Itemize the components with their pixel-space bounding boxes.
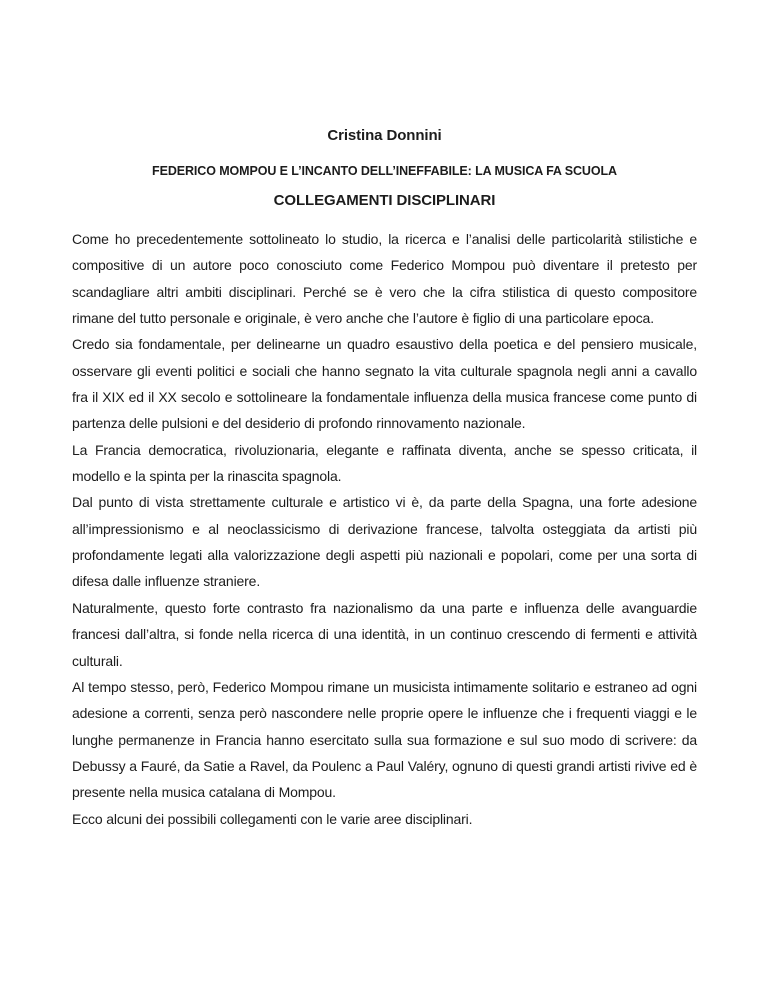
document-title: FEDERICO MOMPOU E L’INCANTO DELL’INEFFABILE: LA MUSICA FA SCUOLA (152, 164, 617, 178)
document-subtitle: COLLEGAMENTI DISCIPLINARI (273, 192, 496, 209)
document-body (72, 226, 697, 832)
paragraph: Dal punto di vista strettamente culturale e artistico vi è, da parte della Spagna, una forte adesione all’impressionismo e al neoclassicismo di derivazione francese, talvolta osteggiata da artisti più profondamente legati alla valorizzazione degli aspetti più nazionali e popolari, come per una sorta di difesa dalle influenze straniere. (72, 494, 697, 590)
author-name: Cristina Donnini (327, 127, 442, 144)
paragraph: Naturalmente, questo forte contrasto fra nazionalismo da una parte e influenza delle avanguardie francesi dall’altra, si fonde nella ricerca di una identità, in un continuo crescendo di fermenti e attività culturali. (72, 599, 697, 669)
paragraph: Ecco alcuni dei possibili collegamenti con le varie aree disciplinari. (72, 810, 473, 827)
paragraph: Al tempo stesso, però, Federico Mompou rimane un musicista intimamente solitario e estraneo ad ogni adesione a correnti, senza però nascondere nelle proprie opere le influenze che i frequenti viaggi e le lunghe permanenze in Francia hanno esercitato sulla sua formazione e sul suo modo di scrivere: da Debussy a Fauré, da Satie a Ravel, da Poulenc a Paul Valéry, ognuno di questi grandi artisti rivive ed è presente nella musica catalana di Mompou. (72, 678, 697, 801)
paragraph: Come ho precedentemente sottolineato lo studio, la ricerca e l’analisi delle particolarità stilistiche e compositive di un autore poco conosciuto come Federico Mompou può diventare il pretesto per scandagliare altri ambiti disciplinari. Perché se è vero che la cifra stilistica di questo compositore rimane del tutto personale e originale, è vero anche che l’autore è figlio di una particolare epoca. (72, 231, 697, 327)
paragraph: Credo sia fondamentale, per delinearne un quadro esaustivo della poetica e del pensiero musicale, osservare gli eventi politici e sociali che hanno segnato la vita culturale spagnola negli anni a cavallo fra il XIX ed il XX secolo e sottolineare la fondamentale influenza della musica francese come punto di partenza delle pulsioni e del desiderio di profondo rinnovamento nazionale. (72, 336, 697, 432)
paragraph: La Francia democratica, rivoluzionaria, elegante e raffinata diventa, anche se spesso criticata, il modello e la spinta per la rinascita spagnola. (72, 441, 697, 485)
